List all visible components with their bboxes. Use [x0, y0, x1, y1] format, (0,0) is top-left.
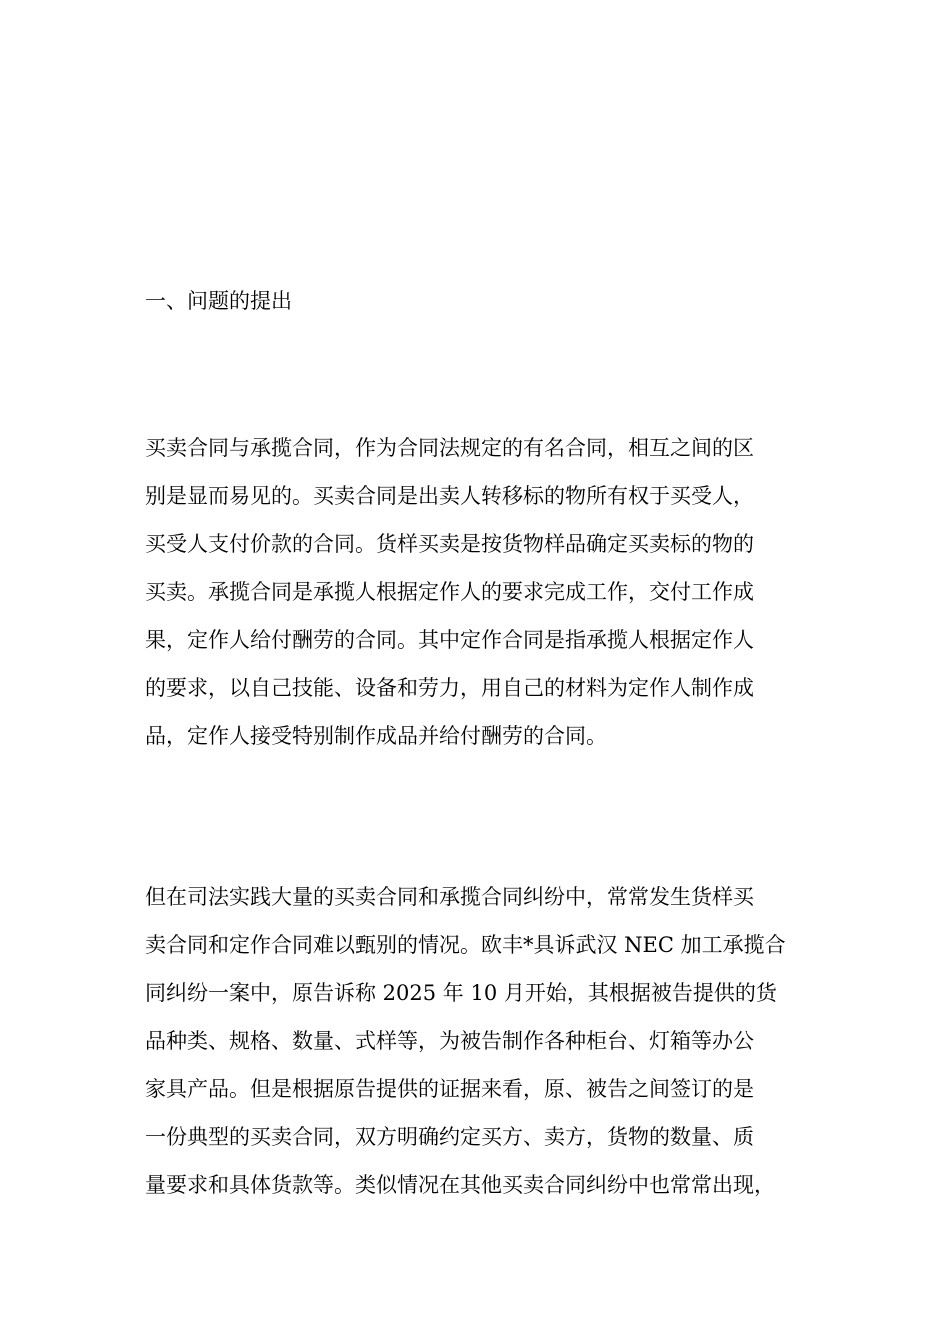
paragraph-line: 但在司法实践大量的买卖合同和承揽合同纠纷中，常常发生货样买: [145, 885, 754, 909]
paragraph-line: 一份典型的买卖合同，双方明确约定买方、卖方，货物的数量、质: [145, 1125, 754, 1149]
paragraph-line: 量要求和具体货款等。类似情况在其他买卖合同纠纷中也常常出现，: [145, 1173, 775, 1197]
paragraph-line: 品，定作人接受特别制作成品并给付酬劳的合同。: [145, 724, 607, 748]
paragraph-line: 果，定作人给付酬劳的合同。其中定作合同是指承揽人根据定作人: [145, 628, 754, 652]
paragraph-line: 买卖合同与承揽合同，作为合同法规定的有名合同，相互之间的区: [145, 436, 754, 460]
paragraph-line: 的要求，以自己技能、设备和劳力，用自己的材料为定作人制作成: [145, 676, 754, 700]
paragraph-line: 品种类、规格、数量、式样等，为被告制作各种柜台、灯箱等办公: [145, 1029, 754, 1053]
paragraph-line: 买卖。承揽合同是承揽人根据定作人的要求完成工作，交付工作成: [145, 580, 754, 604]
paragraph-contract-definitions: [145, 424, 754, 760]
paragraph-line: 卖合同和定作合同难以甄别的情况。欧丰*具诉武汉 NEC 加工承揽合: [145, 933, 786, 957]
paragraph-line: 同纠纷一案中，原告诉称 2025 年 10 月开始，其根据被告提供的货: [145, 981, 777, 1005]
paragraph-line: 别是显而易见的。买卖合同是出卖人转移标的物所有权于买受人，: [145, 484, 754, 508]
paragraph-line: 家具产品。但是根据原告提供的证据来看，原、被告之间签订的是: [145, 1077, 754, 1101]
paragraph-line: 买受人支付价款的合同。货样买卖是按货物样品确定买卖标的物的: [145, 532, 754, 556]
section-heading: 一、问题的提出: [145, 289, 292, 313]
paragraph-judicial-practice: [145, 873, 786, 1209]
